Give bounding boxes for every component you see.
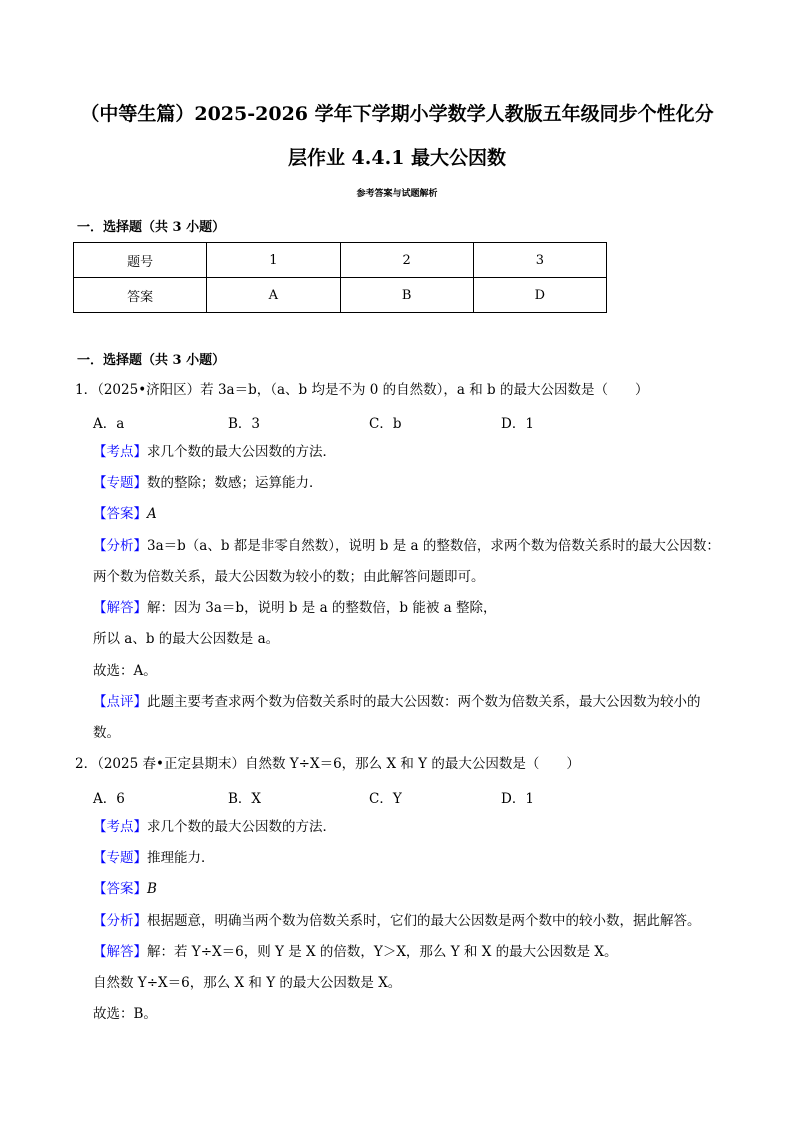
daan-tag: 【答案】 [93, 506, 147, 522]
daan-text: B [147, 881, 157, 897]
document-title-line-1: （中等生篇）2025-2026 学年下学期小学数学人教版五年级同步个性化分 [80, 103, 714, 125]
q1-fenxi-cont: 两个数为倍数关系，最大公因数为较小的数；由此解答问题即可。 [93, 569, 485, 585]
daan-tag: 【答案】 [93, 881, 147, 897]
option-c: C．Y [369, 791, 402, 807]
zhuanti-tag: 【专题】 [93, 475, 147, 491]
q1-jieda-line-2: 所以 a、b 的最大公因数是 a。 [93, 631, 280, 647]
q1-kaodian [93, 443, 336, 461]
kaodian-tag: 【考点】 [93, 819, 147, 835]
fenxi-text: 根据题意，明确当两个数为倍数关系时，它们的最大公因数是两个数中的较小数，据此解答。 [147, 913, 701, 929]
q2-jieda-line-3: 故选：B。 [93, 1006, 157, 1022]
table-cell: 2 [340, 243, 473, 278]
option-d: D．1 [501, 416, 534, 432]
section-heading: 一．选择题（共 3 小题） [77, 353, 226, 368]
q2-kaodian [93, 818, 336, 836]
q1-jieda [93, 599, 497, 617]
daan-text: A [147, 506, 157, 522]
table-cell: A [207, 278, 340, 313]
document-subtitle: 参考答案与试题解析 [356, 189, 438, 199]
fenxi-tag: 【分析】 [93, 538, 147, 554]
kaodian-text: 求几个数的最大公因数的方法． [147, 819, 336, 835]
answer-table [73, 242, 607, 313]
zhuanti-text: 数的整除；数感；运算能力． [147, 475, 323, 491]
kaodian-tag: 【考点】 [93, 444, 147, 460]
table-cell: 答案 [74, 278, 207, 313]
zhuanti-tag: 【专题】 [93, 850, 147, 866]
q2-daan [93, 880, 157, 898]
jieda-text: 解：若 Y÷X＝6，则 Y 是 X 的倍数，Y＞X，那么 Y 和 X 的最大公因数是 X。 [147, 944, 618, 960]
q2-jieda [93, 943, 618, 961]
question-2-options [93, 787, 613, 805]
table-cell: B [340, 278, 473, 313]
jieda-tag: 【解答】 [93, 944, 147, 960]
q2-zhuanti [93, 849, 215, 867]
q1-zhuanti [93, 474, 323, 492]
table-cell: D [473, 278, 606, 313]
table-cell: 3 [473, 243, 606, 278]
answer-table-header-row [74, 243, 607, 278]
question-1-stem: 1．（2025•济阳区）若 3a＝b，（a、b 均是不为 0 的自然数），a 和 b 的最大公因数是（ ） [75, 382, 649, 398]
q1-fenxi [93, 537, 720, 555]
dianping-text: 此题主要考查求两个数为倍数关系时的最大公因数：两个数为倍数关系，最大公因数为较小的 [147, 694, 701, 710]
option-b: B．3 [228, 416, 261, 432]
q2-jieda-line-2: 自然数 Y÷X＝6，那么 X 和 Y 的最大公因数是 X。 [93, 975, 402, 991]
question-2-stem: 2．（2025 春•正定县期末）自然数 Y÷X＝6，那么 X 和 Y 的最大公因数是（ ） [75, 756, 580, 772]
q1-dianping [93, 693, 701, 711]
answer-table-answer-row [74, 278, 607, 313]
zhuanti-text: 推理能力． [147, 850, 215, 866]
table-cell: 1 [207, 243, 340, 278]
document-title-line-2: 层作业 4.4.1 最大公因数 [287, 147, 507, 169]
option-c: C．b [369, 416, 402, 432]
kaodian-text: 求几个数的最大公因数的方法． [147, 444, 336, 460]
fenxi-tag: 【分析】 [93, 913, 147, 929]
option-d: D．1 [501, 791, 534, 807]
q1-dianping-cont: 数。 [93, 725, 120, 741]
fenxi-text: 3a＝b（a、b 都是非零自然数），说明 b 是 a 的整数倍，求两个数为倍数关系时的最大公因数： [147, 538, 720, 554]
jieda-text: 解：因为 3a＝b，说明 b 是 a 的整数倍，b 能被 a 整除， [147, 600, 497, 616]
option-b: B．X [228, 791, 262, 807]
jieda-tag: 【解答】 [93, 600, 147, 616]
q2-fenxi [93, 912, 701, 930]
table-cell: 题号 [74, 243, 207, 278]
question-1-options [93, 412, 613, 430]
section-heading: 一．选择题（共 3 小题） [77, 220, 226, 235]
dianping-tag: 【点评】 [93, 694, 147, 710]
q1-jieda-line-3: 故选：A。 [93, 663, 157, 679]
option-a: A．a [93, 416, 125, 432]
option-a: A．6 [93, 791, 125, 807]
q1-daan [93, 505, 157, 523]
